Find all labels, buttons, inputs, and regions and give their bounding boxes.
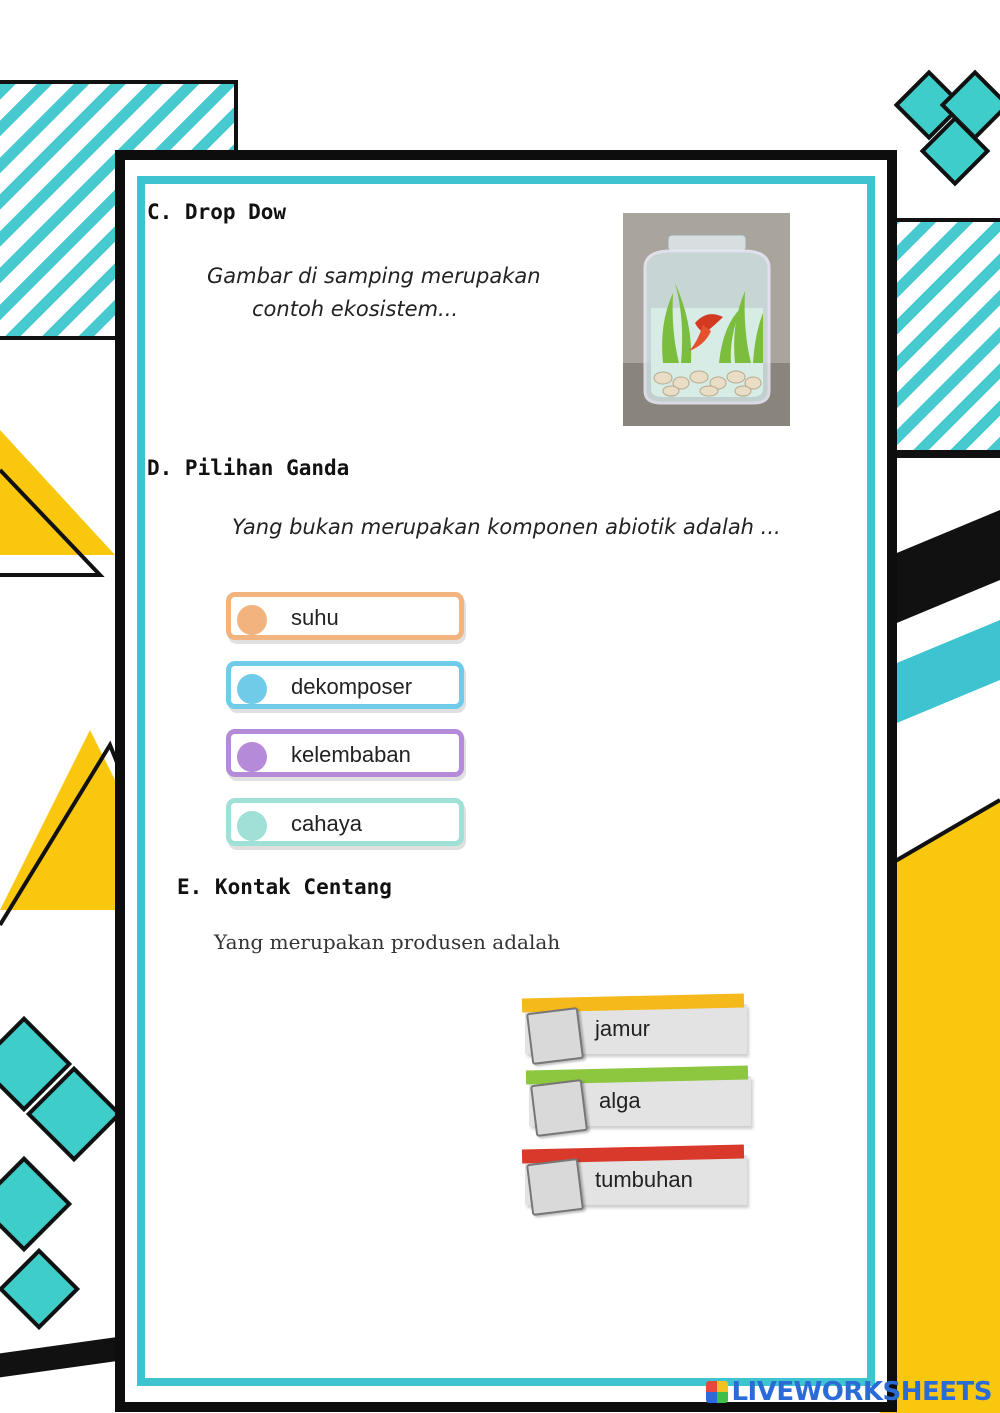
decor-line-right: [890, 450, 1000, 456]
checkbox-square[interactable]: [526, 1007, 584, 1065]
section-d-question: Yang bukan merupakan komponen abiotik adalah ...: [232, 515, 781, 539]
checkbox-option-alga[interactable]: [529, 1076, 751, 1126]
radio-option-label: kelembaban: [291, 742, 411, 767]
radio-option-suhu[interactable]: [226, 592, 464, 640]
checkbox-square[interactable]: [526, 1158, 584, 1216]
section-c-question-line1: Gambar di samping merupakan: [207, 264, 541, 288]
radio-option-dekomposer[interactable]: [226, 661, 464, 709]
section-c-title: C. Drop Dow: [147, 200, 287, 224]
radio-option-kelembaban[interactable]: [226, 729, 464, 777]
fish-jar-photo: [623, 213, 790, 426]
radio-option-label: suhu: [291, 605, 339, 630]
checkbox-option-label: tumbuhan: [595, 1167, 693, 1192]
radio-dot: [237, 674, 267, 704]
radio-option-cahaya[interactable]: [226, 798, 464, 846]
checkbox-square[interactable]: [530, 1079, 588, 1137]
decor-tiles-bottom-left: [0, 1020, 120, 1340]
decor-tiles-top-right: [890, 70, 1000, 180]
section-d-title: D. Pilihan Ganda: [147, 456, 350, 480]
liveworksheets-logo-icon: [706, 1381, 728, 1403]
radio-option-label: cahaya: [291, 811, 362, 836]
liveworksheets-logo[interactable]: [706, 1377, 992, 1407]
checkbox-option-tumbuhan[interactable]: [525, 1155, 747, 1205]
radio-dot: [237, 605, 267, 635]
section-e-question: Yang merupakan produsen adalah: [214, 930, 561, 954]
decor-striped-panel-right: [880, 218, 1000, 458]
checkbox-option-label: jamur: [595, 1016, 651, 1041]
radio-option-label: dekomposer: [291, 674, 413, 699]
decor-black-bar-bottom-left: [0, 1337, 120, 1378]
checkbox-option-jamur[interactable]: [525, 1004, 747, 1054]
decor-yellow-triangles-left: [0, 410, 120, 930]
section-e-title: E. Kontak Centang: [177, 875, 392, 899]
checkbox-option-label: alga: [599, 1088, 641, 1113]
section-c-question-line2: contoh ekosistem...: [252, 297, 459, 321]
liveworksheets-logo-text: LIVEWORKSHEETS: [731, 1377, 992, 1407]
radio-dot: [237, 811, 267, 841]
decor-right-stripes: [880, 470, 1000, 1413]
radio-dot: [237, 742, 267, 772]
